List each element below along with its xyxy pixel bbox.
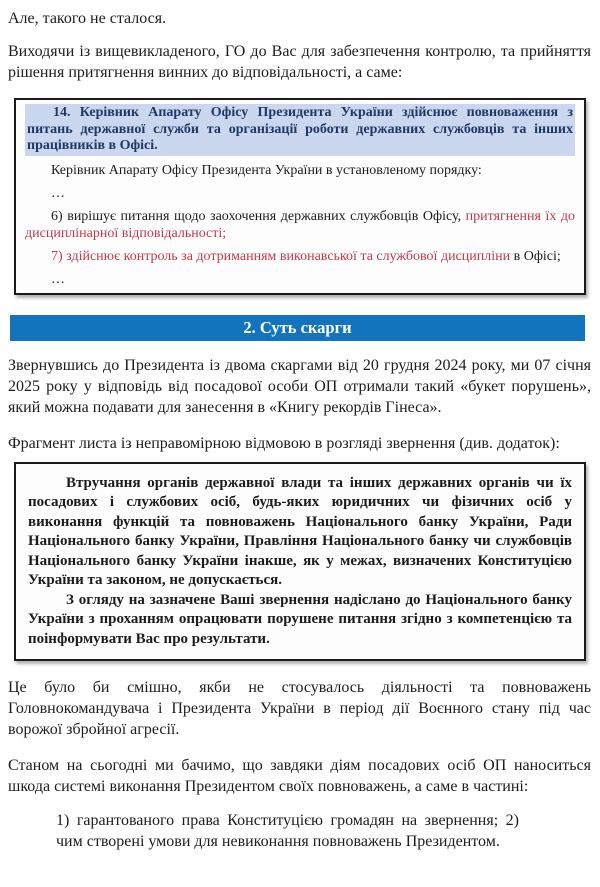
regulation-item-6-text: 6) вирішує питання щодо заохочення державних службовців Офісу, xyxy=(51,208,466,224)
closing-paragraph-1: Це було би смішно, якби не стосувалось діяльності та повноважень Головнокомандувача і Президента України в період дії Воєнного стану під час ворожої збройної агресії. xyxy=(8,679,591,738)
regulation-item-7 xyxy=(25,248,575,265)
refusal-letter-paragraph-1: Втручання органів державної влади та інших державних органів чи їх посадових і службових осіб, будь-яких юридичних чи фізичних осіб у виконання функцій та повноважень Національного банку України, Ради Національного банку України, Правління Національного банку чи службовців Національного банку України інакше, як у межах, визначених Конституцією України та законом, не допускається. xyxy=(28,474,572,588)
numbered-conclusions-list: 1) гарантованого права Конституцією громадян на звернення; 2) чим створені умови для невиконання повноважень Президентом. xyxy=(56,812,519,850)
regulation-item-6 xyxy=(25,208,575,242)
complaint-paragraph-2: Фрагмент листа із неправомірною відмовою в розгляді звернення (див. додаток): xyxy=(8,434,560,452)
regulation-item-7-text: в Офісі; xyxy=(510,248,561,264)
section-2-header: 2. Суть скарги xyxy=(10,315,585,341)
closing-paragraph-2: Станом на сьогодні ми бачимо, що завдяки діям посадових осіб ОП наноситься шкода системі виконання Президентом своїх повноважень, а саме в частині: xyxy=(8,757,591,795)
ellipsis-line: … xyxy=(51,271,65,287)
regulation-item-7-emphasis: 7) здійснює контроль за дотриманням виконавської та службової дисципліни xyxy=(51,248,511,264)
regulation-clause-intro: Керівник Апарату Офісу Президента України в установленому порядку: xyxy=(51,162,482,178)
regulation-item-6-emphasis: притягнення їх до дисциплінарної відповідальності; xyxy=(25,208,575,241)
regulation-clause-14-heading: 14. Керівник Апарату Офісу Президента України здійснює повноваження з питань державної служби та організації роботи державних службовців та інших працівників в Офісі. xyxy=(25,104,575,156)
intro-paragraph-1: Але, такого не сталося. xyxy=(8,10,167,27)
intro-paragraph-2: Виходячи із вищевикладеного, ГО до Вас для забезпечення контролю, та прийняття рішення притягнення винних до відповідальності, а саме: xyxy=(8,43,591,81)
refusal-letter-excerpt-box xyxy=(14,462,586,662)
regulation-excerpt-box xyxy=(14,98,586,295)
complaint-paragraph-1: Звернувшись до Президента із двома скаргами від 20 грудня 2024 року, ми 07 січня 2025 року у відповідь від посадової особи ОП отримали такий «букет порушень», який можна подавати для занесення в «Книгу рекордів Гінеса». xyxy=(8,356,591,416)
refusal-letter-paragraph-2: З огляду на зазначене Ваші звернення надіслано до Національного банку України з проханням опрацювати порушене питання згідно з компетенцією та поінформувати Вас про результати. xyxy=(28,591,572,647)
ellipsis-line: … xyxy=(51,185,65,201)
